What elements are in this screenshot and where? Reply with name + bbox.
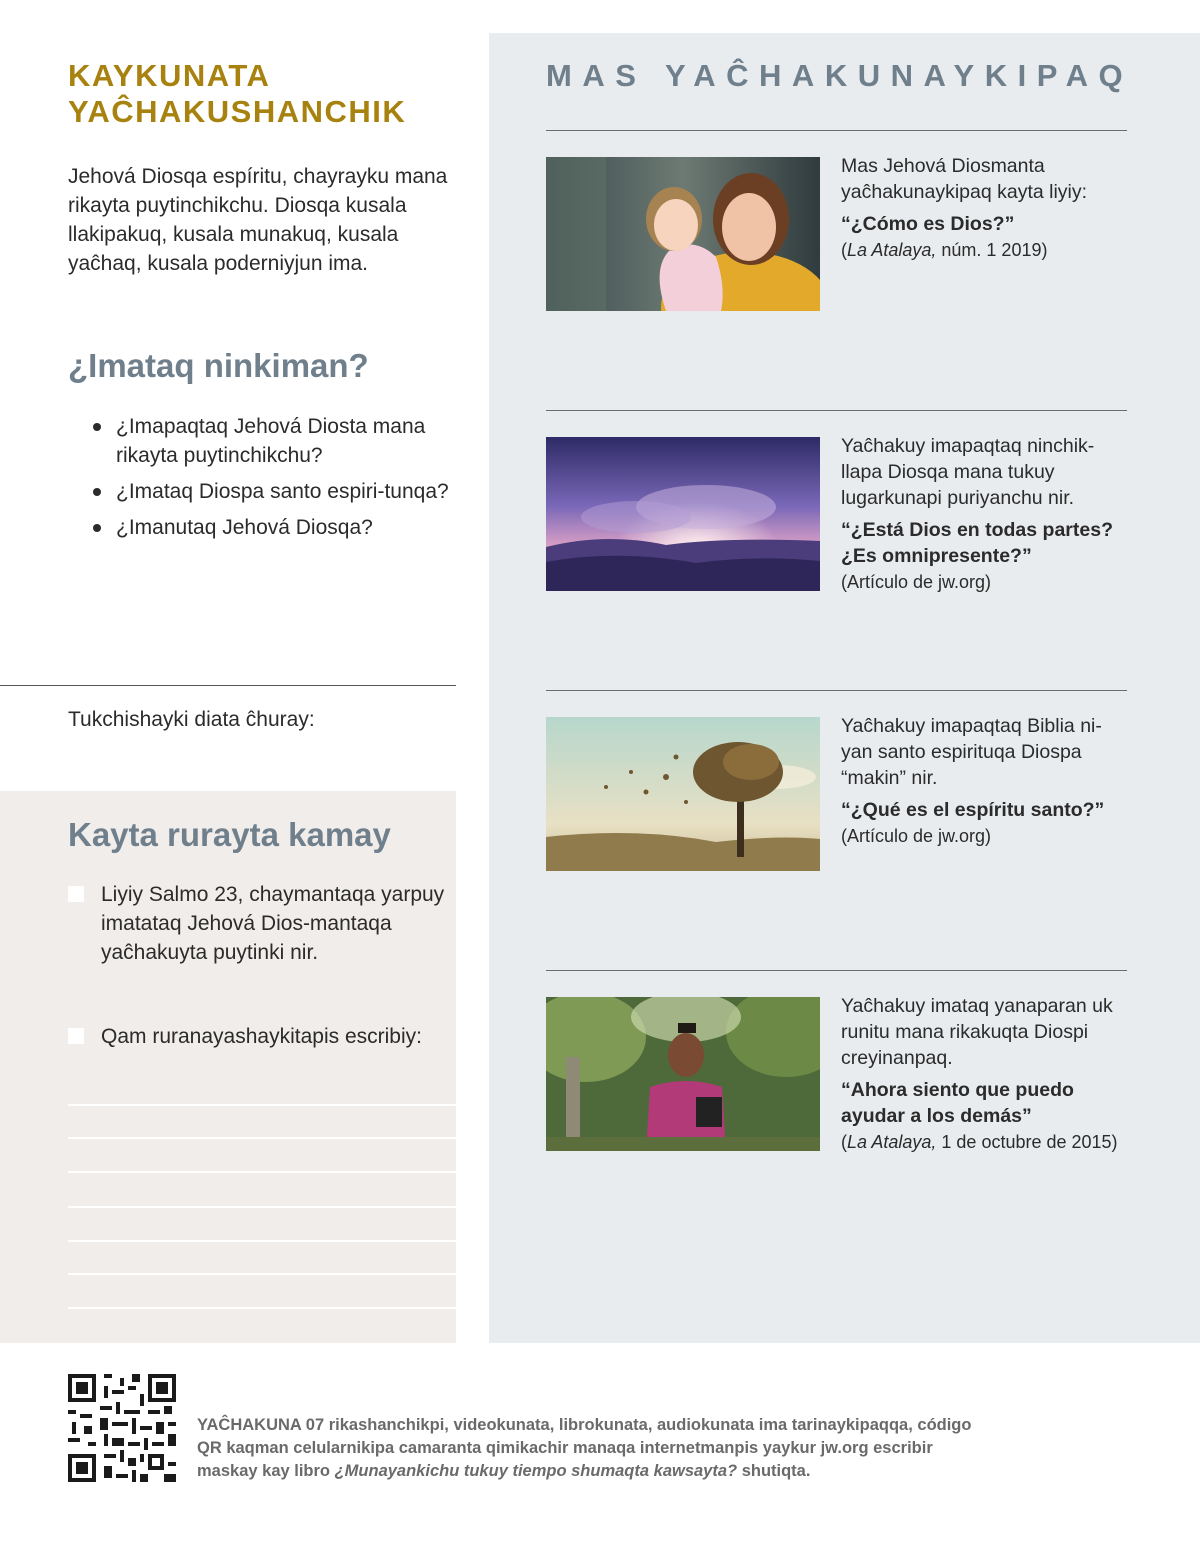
man-in-pink-shirt-photo[interactable]	[546, 997, 820, 1151]
writing-line[interactable]	[68, 1137, 456, 1139]
windblown-tree-illustration[interactable]	[546, 717, 820, 871]
writing-line[interactable]	[68, 1104, 456, 1106]
task-text: Liyiy Salmo 23, chaymantaqa yarpuy imatataq Jehová Dios-mantaqa yaĉhakuyta puytinki nir.	[101, 883, 445, 964]
article-title-link[interactable]: “¿Qué es el espíritu santo?”	[841, 799, 1105, 821]
article-source: (La Atalaya, 1 de octubre de 2015)	[841, 1132, 1118, 1152]
article-title-link[interactable]: “¿Está Dios en todas partes? ¿Es omnipresente?”	[841, 519, 1113, 567]
article-source: (Artículo de jw.org)	[841, 572, 992, 592]
share-date-label: Tukchishayki diata ĉhuray:	[68, 708, 315, 731]
article-block	[841, 993, 1131, 1155]
task-checkbox[interactable]	[68, 886, 84, 902]
article-block	[841, 713, 1131, 849]
list-item: ¿Imapaqtaq Jehová Diosta mana rikayta puytinchikchu?	[90, 412, 460, 470]
divider	[546, 130, 1127, 131]
list-item: ¿Imataq Diospa santo espiri-tunqa?	[90, 477, 460, 506]
writing-line[interactable]	[68, 1273, 456, 1275]
tasks-panel	[0, 791, 456, 1343]
article-source: (La Atalaya, núm. 1 2019)	[841, 240, 1048, 260]
sunrise-landscape-photo[interactable]	[546, 437, 820, 591]
list-item: ¿Imanutaq Jehová Diosqa?	[90, 513, 460, 542]
writing-line[interactable]	[68, 1240, 456, 1242]
footer-note: YAĈHAKUNA 07 rikashanchikpi, videokunata, librokunata, audiokunata ima tarinaykipaqqa, código QR kaqman celularnikipa camaranta qimikachir manaqa internetmanpis yaykur jw.org escribir maskay kay libro ¿Munayankichu tukuy tiempo shumaqta kawsayta? shutiqta.	[197, 1416, 972, 1480]
further-reading-title: MAS YAĈHAKUNAYKIPAQ	[546, 58, 1134, 93]
divider	[0, 685, 456, 686]
intro-paragraph: Jehová Diosqa espíritu, chayrayku mana rikayta puytinchikchu. Diosqa kusala llakipakuq, kusala munakuq, kusala yaĉhaq, kusala poderniyjun ima.	[68, 165, 448, 275]
article-block	[841, 153, 1131, 263]
task-text: Qam ruranayashaykitapis escribiy:	[101, 1025, 422, 1048]
divider	[546, 410, 1127, 411]
questions-heading: ¿Imataq ninkiman?	[68, 347, 369, 384]
task-checkbox[interactable]	[68, 1028, 84, 1044]
article-description: Yaĉhakuy imapaqtaq ninchik-llapa Diosqa mana tukuy lugarkunapi puriyanchu nir.	[841, 435, 1095, 509]
article-block	[841, 433, 1131, 595]
article-description: Yaĉhakuy imapaqtaq Biblia ni-yan santo espirituqa Diospa “makin” nir.	[841, 715, 1102, 789]
task-item	[68, 1022, 448, 1051]
divider	[546, 690, 1127, 691]
qr-code-icon[interactable]	[68, 1374, 176, 1482]
questions-list	[90, 412, 460, 549]
page-title: KAYKUNATA YAĈHAKUSHANCHIK	[68, 58, 407, 129]
writing-line[interactable]	[68, 1307, 456, 1309]
article-description: Yaĉhakuy imataq yanaparan uk runitu mana rikakuqta Diospi creyinanpaq.	[841, 995, 1113, 1069]
article-description: Mas Jehová Diosmanta yaĉhakunaykipaq kayta liyiy:	[841, 155, 1088, 203]
writing-line[interactable]	[68, 1206, 456, 1208]
tasks-heading: Kayta rurayta kamay	[68, 816, 391, 853]
task-item	[68, 880, 448, 967]
writing-line[interactable]	[68, 1171, 456, 1173]
article-title-link[interactable]: “¿Cómo es Dios?”	[841, 213, 1015, 235]
mother-and-child-photo[interactable]	[546, 157, 820, 311]
divider	[546, 970, 1127, 971]
article-source: (Artículo de jw.org)	[841, 826, 992, 846]
article-title-link[interactable]: “Ahora siento que puedo ayudar a los demás”	[841, 1079, 1074, 1127]
